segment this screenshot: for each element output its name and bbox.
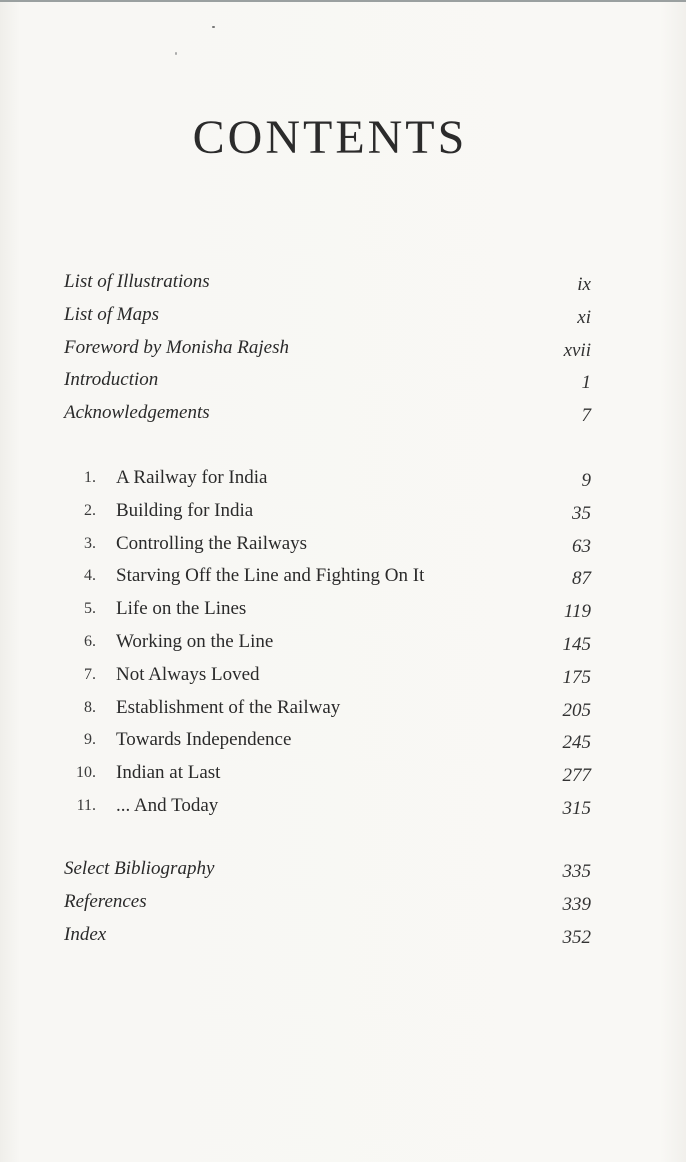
toc-entry-title: References [64,890,147,912]
toc-entry-page: xi [577,306,591,328]
toc-entry[interactable] [64,886,591,919]
toc-entry-title: List of Illustrations [64,271,210,292]
toc-entry[interactable] [64,919,591,952]
chapter-list [64,462,591,823]
chapter-title: Building for India [116,499,254,521]
chapter-number: 4. [84,567,96,585]
toc-entry-page: 352 [562,926,591,948]
chapter-number: 7. [84,665,96,683]
chapter-title: Towards Independence [116,729,292,751]
chapter-title: Not Always Loved [116,663,260,685]
chapter-entry[interactable] [64,626,591,659]
toc-entry-title: Select Bibliography [64,858,215,879]
toc-entry[interactable] [64,853,591,886]
toc-entry-title: Introduction [64,369,159,391]
toc-entry-title: Acknowledgements [64,402,210,424]
chapter-number: 11. [76,796,96,814]
chapter-entry[interactable] [64,462,591,495]
toc-entry[interactable] [64,364,591,397]
chapter-entry[interactable] [64,790,591,823]
chapter-number: 1. [84,469,96,486]
chapter-title: Life on the Lines [116,598,247,620]
toc-entry-title: List of Maps [64,303,160,325]
chapter-number: 10. [76,764,96,782]
chapter-page: 63 [572,535,591,557]
toc-entry-page: 7 [581,405,591,427]
toc-entry-page: 335 [562,861,591,882]
chapter-title: ... And Today [116,794,219,816]
toc-entry-page: 1 [581,372,591,394]
chapter-number: 9. [84,731,96,749]
chapter-page: 277 [562,765,591,787]
chapter-number: 2. [84,501,96,519]
chapter-entry[interactable] [64,757,591,790]
chapter-number: 6. [84,632,96,650]
chapter-entry[interactable] [64,593,591,626]
toc-entry[interactable] [64,332,591,365]
chapter-page: 245 [562,732,591,754]
page-top-edge [0,0,686,2]
chapter-title: Starving Off the Line and Fighting On It [116,565,425,587]
toc-entry-page: ix [577,274,591,295]
chapter-number: 5. [84,600,96,618]
toc-entry-page: 339 [562,893,591,915]
chapter-entry[interactable] [64,692,591,725]
toc-entry[interactable] [64,397,591,430]
chapter-title: A Railway for India [116,467,268,488]
chapter-title: Indian at Last [116,762,221,784]
toc-entry-page: xvii [563,339,591,361]
chapter-number: 3. [84,534,96,552]
toc-entry-title: Index [64,923,107,945]
chapter-page: 119 [563,601,591,623]
chapter-title: Controlling the Railways [116,532,308,554]
chapter-entry[interactable] [64,528,591,561]
chapter-page: 175 [562,666,591,688]
back-matter-list [64,853,591,951]
front-matter-list [64,266,591,430]
chapter-page: 315 [562,797,591,819]
toc-entry[interactable] [64,299,591,332]
chapter-title: Establishment of the Railway [116,696,341,718]
chapter-page: 87 [572,568,591,590]
toc-entry[interactable] [64,266,591,299]
chapter-title: Working on the Line [116,630,274,652]
chapter-page: 205 [562,699,591,721]
chapter-page: 145 [562,633,591,655]
chapter-entry[interactable] [64,495,591,528]
chapter-entry[interactable] [64,659,591,692]
chapter-page: 35 [572,502,591,524]
page-speck [212,26,215,28]
chapter-entry[interactable] [64,724,591,757]
chapter-page: 9 [581,470,591,491]
chapter-entry[interactable] [64,560,591,593]
toc-entry-title: Foreword by Monisha Rajesh [64,336,289,358]
chapter-number: 8. [84,698,96,716]
page-speck [175,52,177,55]
page-title: CONTENTS [192,111,468,164]
